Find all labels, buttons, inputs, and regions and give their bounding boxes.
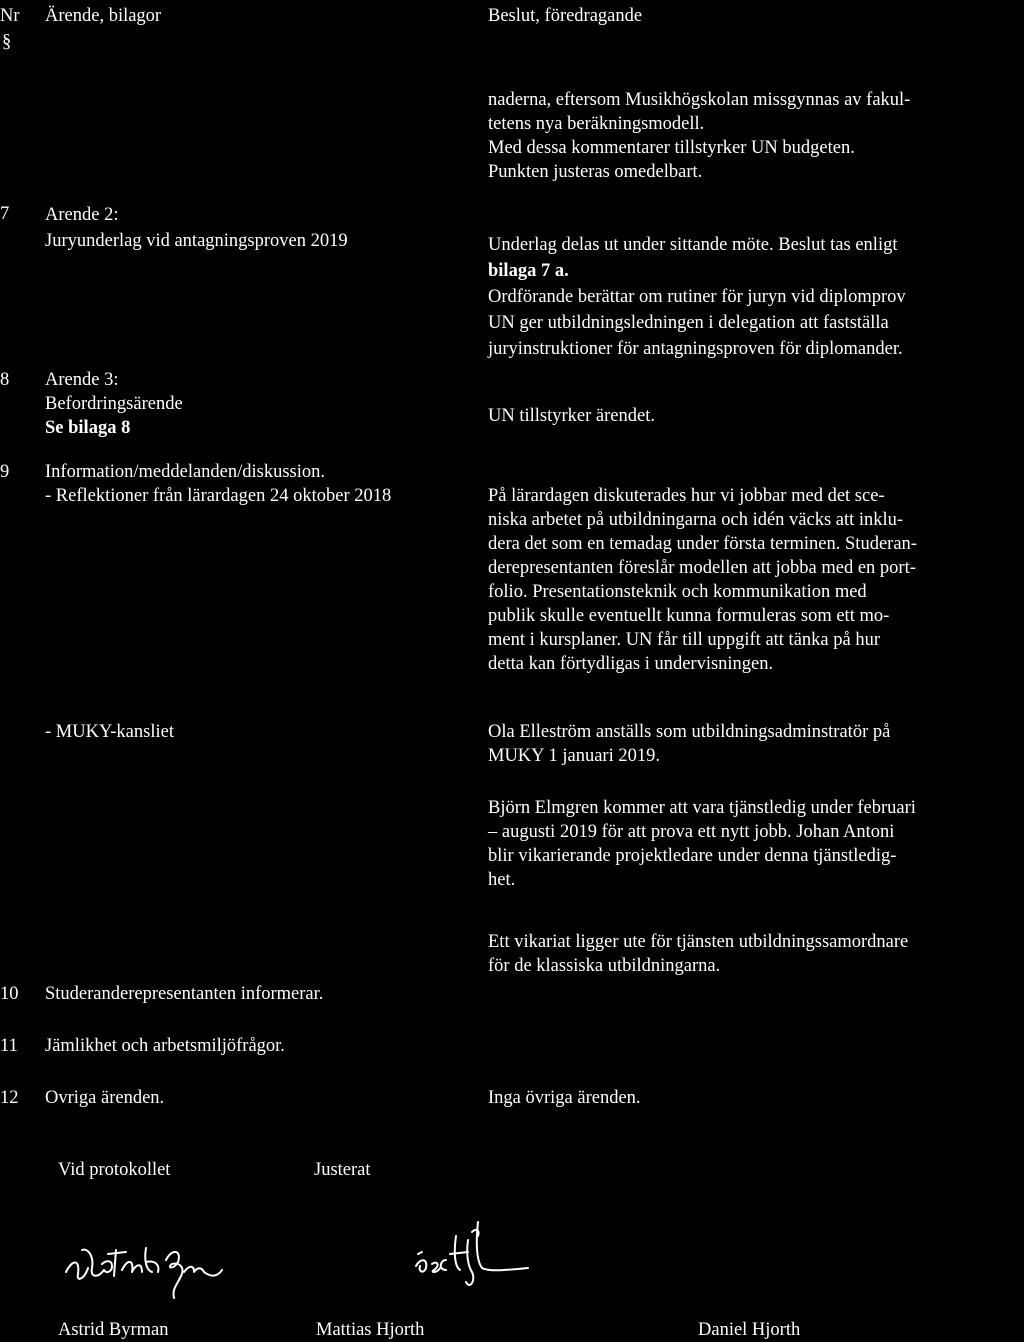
- text-line: detta kan förtydligas i undervisningen.: [488, 654, 774, 674]
- item-8-matter: [45, 368, 183, 440]
- column-header-matter: Ärende, bilagor: [45, 6, 162, 26]
- signatory-name: Daniel Hjorth: [698, 1320, 801, 1340]
- item-9-sub-decision-staffing: [488, 720, 890, 768]
- column-header-number: Nr: [0, 6, 20, 26]
- item-number-9: 9: [0, 462, 10, 482]
- continuation-text: [488, 88, 910, 184]
- text-line: för de klassiska utbildningarna.: [488, 956, 721, 976]
- text-line: Underlag delas ut under sittande möte. Beslut tas enligt: [488, 235, 898, 255]
- signature-label-verified: Justerat: [314, 1160, 371, 1180]
- item-11-matter: Jämlikhet och arbetsmiljöfrågor.: [45, 1036, 285, 1056]
- item-number-10: 10: [0, 984, 19, 1004]
- text-line: publik skulle eventuellt kunna formuleras som ett mo-: [488, 606, 890, 626]
- text-line: På lärardagen diskuterades hur vi jobbar med det sce-: [488, 486, 885, 506]
- text-line: folio. Presentationsteknik och kommunikation med: [488, 582, 867, 602]
- text-line: Information/meddelanden/diskussion.: [45, 462, 326, 482]
- column-header-decision: Beslut, föredragande: [488, 6, 643, 26]
- handwritten-signature-verifier: [410, 1210, 560, 1300]
- text-line: derepresentanten föreslår modellen att jobba med en port-: [488, 558, 916, 578]
- item-9-sub-matter: - MUKY-kansliet: [45, 722, 174, 742]
- signature-label-protocol: Vid protokollet: [58, 1160, 171, 1180]
- attachment-reference: bilaga 7 a: [488, 261, 565, 281]
- text-line: – augusti 2019 för att prova ett nytt jobb. Johan Antoni: [488, 822, 895, 842]
- item-number-7: 7: [0, 204, 10, 224]
- text-line: - Reflektioner från lärardagen 24 oktober 2018: [45, 486, 392, 506]
- item-9-matter: [45, 460, 391, 508]
- text-line: niska arbetet på utbildningarna och idén väcks att inklu-: [488, 510, 904, 530]
- text-line: Juryunderlag vid antagningsproven 2019: [45, 231, 348, 251]
- item-9-sub-decision-leave: [488, 796, 916, 892]
- item-8-decision: UN tillstyrker ärendet.: [488, 406, 655, 426]
- item-12-decision: Inga övriga ärenden.: [488, 1088, 641, 1108]
- text-line: Ola Elleström anställs som utbildningsadminstratör på: [488, 722, 891, 742]
- item-9-sub-decision-vacancy: [488, 930, 908, 978]
- text-line: Befordringsärende: [45, 394, 183, 414]
- signatory-name: Mattias Hjorth: [316, 1320, 425, 1340]
- text-line: Med dessa kommentarer tillstyrker UN budgeten.: [488, 138, 855, 158]
- handwritten-signature-secretary: [62, 1220, 292, 1310]
- text-line: MUKY 1 januari 2019.: [488, 746, 660, 766]
- text-line: dera det som en temadag under första terminen. Studeran-: [488, 534, 917, 554]
- attachment-reference: Se bilaga 8: [45, 418, 131, 438]
- signatory-name: Astrid Byrman: [58, 1320, 169, 1340]
- text-line: Arende 3:: [45, 370, 119, 390]
- item-number-12: 12: [0, 1088, 19, 1108]
- item-9-decision: [488, 484, 917, 676]
- item-number-8: 8: [0, 370, 10, 390]
- text-line: Punkten justeras omedelbart.: [488, 162, 703, 182]
- column-header-paragraph-sign: §: [2, 32, 12, 52]
- text-line: naderna, eftersom Musikhögskolan missgynnas av fakul-: [488, 90, 911, 110]
- text-line: juryinstruktioner för antagningsproven för diplomander.: [488, 339, 903, 359]
- item-number-11: 11: [0, 1036, 18, 1056]
- text-line: blir vikarierande projektledare under denna tjänstledig-: [488, 846, 897, 866]
- text-line: Ordförande berättar om rutiner för juryn vid diplomprov: [488, 287, 906, 307]
- item-10-matter: Studeranderepresentanten informerar.: [45, 984, 324, 1004]
- text-line: ment i kursplaner. UN får till uppgift att tänka på hur: [488, 630, 880, 650]
- item-7-decision: [488, 232, 906, 362]
- item-7-matter: [45, 202, 348, 254]
- text-line: UN ger utbildningsledningen i delegation att fastställa: [488, 313, 889, 333]
- text-line: Arende 2:: [45, 205, 119, 225]
- text-line: het.: [488, 870, 516, 890]
- text-line: [488, 258, 906, 284]
- text-line: Ett vikariat ligger ute för tjänsten utbildningssamordnare: [488, 932, 909, 952]
- text-line: Björn Elmgren kommer att vara tjänstledig under februari: [488, 798, 916, 818]
- attachment-reference-tail: .: [564, 261, 569, 281]
- item-12-matter: Ovriga ärenden.: [45, 1088, 165, 1108]
- text-line: tetens nya beräkningsmodell.: [488, 114, 705, 134]
